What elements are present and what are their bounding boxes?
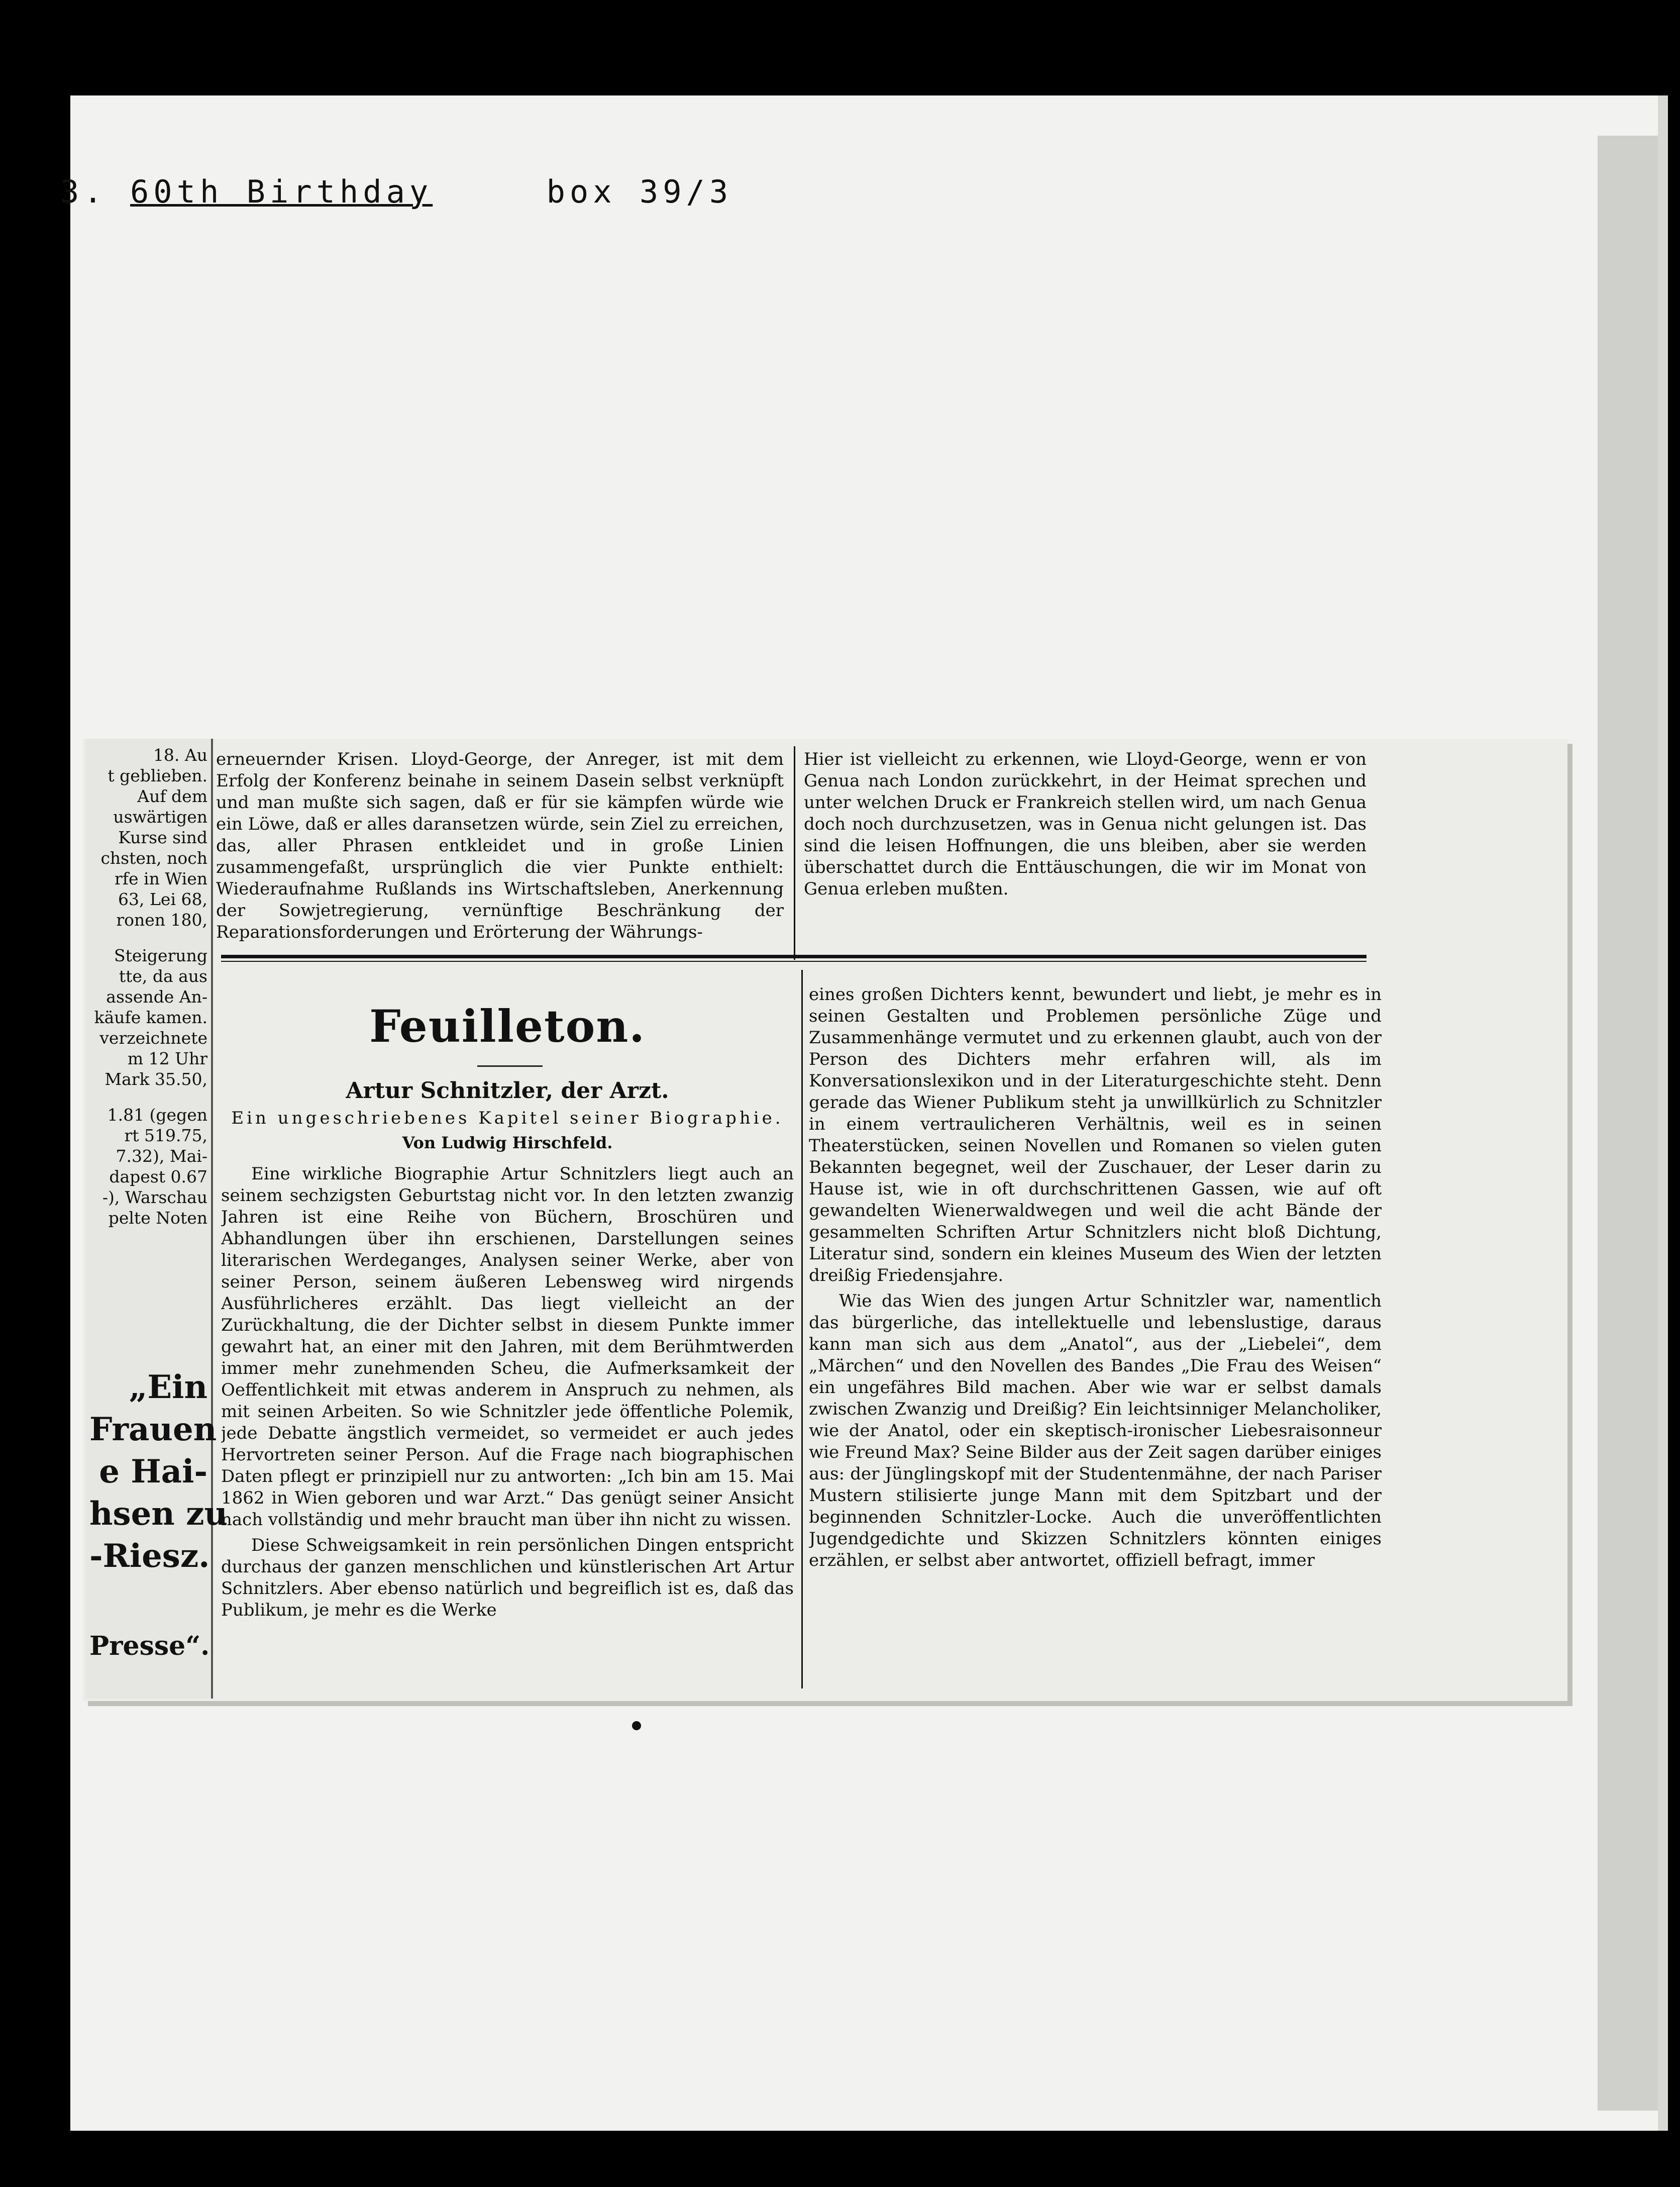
- left-fragment-line: 1.81 (gegen: [107, 1105, 207, 1125]
- top-left-column: [216, 749, 784, 960]
- article-col2-paragraph-1: eines großen Dichters kennt, bewundert und liebt, je mehr es in seinen Gestalten und Problemen persönliche Züge und Zusammenhänge vermutet und zu erkennen glaubt, auch von der Person des Dichters mehr erfahren will, als im Konversationslexikon und in der Literaturgeschichte steht. Denn gerade das Wiener Publikum steht ja unwillkürlich zu Schnitzler in einem vertraulicheren Verhältnis, weil es in seinen Theaterstücken, seinen Novellen und Romanen so vielen guten Bekannten begegnet, weil der Zuschauer, der Leser darin zu Hause ist, wie in oft durchschrittenen Gassen, wie auf oft gewandelten Wienerwaldwegen und weil die acht Bände der gesammelten Schriften Artur Schnitzlers nicht bloß Dichtung, Literatur sind, sondern ein kleines Museum des Wien der letzten dreißig Friedensjahre.: [809, 984, 1382, 1285]
- left-fragment-line: -), Warschau: [102, 1187, 207, 1207]
- left-headline-fragment: e Hai-: [99, 1453, 207, 1490]
- ink-dot: [632, 1721, 641, 1730]
- left-fragment-line: chsten, noch: [100, 848, 207, 868]
- left-fragment-line: pelte Noten: [108, 1208, 207, 1228]
- left-headline-fragment: „Ein: [129, 1368, 207, 1406]
- article-subtitle: Ein ungeschriebenes Kapitel seiner Biographie.: [231, 1108, 784, 1128]
- section-title: Feuilleton.: [369, 1000, 646, 1052]
- left-presse-fragment: Presse“.: [89, 1631, 210, 1661]
- archive-header: [60, 173, 732, 210]
- left-fragment-line: 7.32), Mai-: [116, 1146, 207, 1166]
- top-left-text: erneuernder Krisen. Lloyd-George, der Anreger, ist mit dem Erfolg der Konferenz beinahe in seinem Dasein selbst verknüpft und man mußte sich sagen, daß er für sie kämpfen würde wie ein Löwe, daß er alles daransetzen würde, sein Ziel zu erreichen, das, aller Phrasen entkleidet und in große Linien zusammengefaßt, ursprünglich die vier Punkte enthielt: Wiederaufnahme Rußlands ins Wirtschaftsleben, Anerkennung der Sowjetregierung, vernünftige Beschränkung der Reparationsforderungen und Erörterung der Währungs-: [216, 749, 784, 942]
- article-col1-paragraph-1: Eine wirkliche Biographie Artur Schnitzlers liegt auch an seinem sechzigsten Geburtstag nicht vor. In den letzten zwanzig Jahren ist eine Reihe von Büchern, Broschüren und Abhandlungen über ihn erschienen, Darstellungen seines literarischen Werdeganges, Analysen seiner Werke, aber von seiner Person, seinem äußeren Lebensweg wird nirgends Ausführlicheres erzählt. Das liegt vielleicht an der Zurückhaltung, die der Dichter selbst in diesem Punkte immer gewahrt hat, an einer mit den Jahren, mit dem Berühmtwerden immer mehr zunehmenden Scheu, die Aufmerksamkeit der Oeffentlichkeit mit etwas anderem in Anspruch zu nehmen, als mit seinen Arbeiten. So wie Schnitzler jede öffentliche Polemik, jede Debatte ängstlich vermeidet, so vermeidet er auch jedes Hervortreten seiner Person. Auf die Frage nach biographischen Daten pflegt er prinzipiell nur zu antworten: „Ich bin am 15. Mai 1862 in Wien geboren und war Arzt.“ Das genügt seiner Ansicht nach vollständig und mehr braucht man über ihn nicht zu wissen.: [221, 1164, 794, 1530]
- title-ornament-rule: [477, 1065, 543, 1067]
- left-fragment-line: assende An-: [106, 987, 207, 1007]
- left-headline-fragment: -Riesz.: [89, 1537, 210, 1575]
- left-fragment-line: tte, da aus: [119, 966, 207, 986]
- header-prefix: 3.: [60, 173, 107, 210]
- article-column-divider: [801, 970, 803, 1688]
- left-fragment-line: verzeichnete: [99, 1028, 207, 1048]
- article-column-2: [809, 984, 1382, 1662]
- article-col2-paragraph-2: Wie das Wien des jungen Artur Schnitzler war, namentlich das bürgerliche, das intellektuelle und lebenslustige, daraus kann man sich aus dem „Anatol“, aus der „Liebelei“, dem „Märchen“ und den Novellen des Bandes „Die Frau des Weisen“ ein ungefähres Bild machen. Aber wie war er selbst damals zwischen Zwanzig und Dreißig? Ein leichtsinniger Melancholiker, wie der Anatol, oder ein skeptisch-ironischer Liebesraisonneur wie Freund Max? Seine Bilder aus der Zeit sagen darüber einiges aus: der Jünglingskopf mit der Studentenmähne, der nach Pariser Mustern stilisierte junge Mann mit dem Spitzbart und der beginnenden Schnitzler-Locke. Auch die unveröffentlichten Jugendgedichte und Skizzen Schnitzlers könnten einiges erzählen, er selbst aber antwortet, offiziell befragt, immer: [809, 1291, 1382, 1570]
- left-fragment-line: t geblieben.: [108, 766, 207, 785]
- header-box-label: box 39/3: [546, 173, 733, 210]
- top-column-divider: [794, 746, 795, 960]
- article-col1-paragraph-2: Diese Schweigsamkeit in rein persönlichen Dingen entspricht durchaus der ganzen menschlichen und künstlerischen Art Artur Schnitzlers. Aber ebenso natürlich und begreiflich ist es, daß das Publikum, je mehr es die Werke: [221, 1535, 794, 1620]
- left-fragment-line: 63, Lei 68,: [118, 889, 207, 909]
- header-title: 60th Birthday: [130, 173, 433, 210]
- top-right-text: Hier ist vielleicht zu erkennen, wie Lloyd-George, wenn er von Genua nach London zurückkehrt, in der Heimat sprechen und unter welchen Druck er Frankreich stellen wird, um nach Genua doch noch durchzusetzen, was in Genua nicht gelungen ist. Das sind die leisen Hoffnungen, die uns bleiben, aber sie werden überschattet durch die Enttäuschungen, die wir im Monat von Genua erleben mußten.: [804, 749, 1367, 899]
- section-rule: [221, 955, 1367, 958]
- top-right-column: [804, 749, 1367, 900]
- left-fragment-line: m 12 Uhr: [127, 1049, 207, 1068]
- left-fragment-line: Mark 35.50,: [104, 1069, 207, 1089]
- left-fragment-line: Kurse sind: [118, 828, 207, 847]
- left-fragment-line: dapest 0.67: [109, 1167, 207, 1186]
- left-fragment-line: ronen 180,: [116, 910, 207, 930]
- left-fragment-line: uswärtigen: [113, 807, 207, 827]
- left-fragment-line: Auf dem: [137, 786, 207, 806]
- section-rule-thin: [221, 961, 1367, 962]
- article-byline: Von Ludwig Hirschfeld.: [402, 1133, 613, 1152]
- left-fragment-line: 18. Au: [153, 745, 207, 765]
- article-column-1: [221, 1163, 794, 1688]
- left-fragment-line: rt 519.75,: [124, 1126, 207, 1145]
- left-fragment-line: käufe kamen.: [94, 1008, 207, 1027]
- left-headline-fragment: hsen zu: [89, 1495, 228, 1533]
- underlying-sheet: [1598, 136, 1658, 2111]
- left-fragment-line: Steigerung: [114, 946, 207, 965]
- article-title: Artur Schnitzler, der Arzt.: [346, 1078, 669, 1104]
- left-fragment-line: rfe in Wien: [115, 869, 207, 888]
- left-headline-fragment: Frauen: [89, 1411, 217, 1448]
